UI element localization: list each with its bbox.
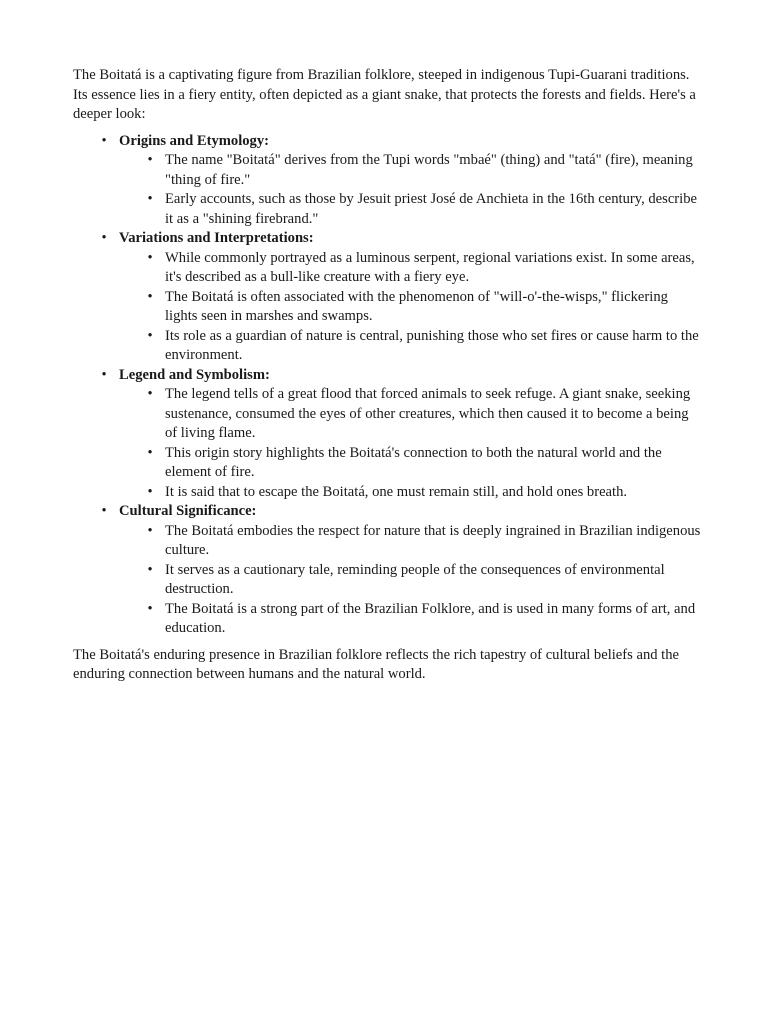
list-item-text: Early accounts, such as those by Jesuit priest José de Anchieta in the 16th century, describe it as a "shining firebrand." [165, 191, 697, 227]
section-cultural [73, 502, 701, 639]
section-variations [73, 229, 701, 366]
conclusion-paragraph: The Boitatá's enduring presence in Brazilian folklore reflects the rich tapestry of cultural beliefs and the enduring connection between humans and the natural world. [73, 646, 680, 682]
bullet-icon: • [147, 600, 153, 617]
list-item [119, 483, 701, 503]
bullet-icon: • [147, 386, 153, 402]
bullet-icon: • [147, 152, 153, 168]
section-heading: Legend and Symbolism: [119, 366, 270, 383]
section-heading: Origins and Etymology: [119, 132, 270, 149]
list-item-text: The legend tells of a great flood that forced animals to seek refuge. A giant snake, seeking sustenance, consumed the eyes of other creatures, which then caused it to become a being of living flame. [165, 386, 691, 441]
bullet-icon: • [147, 288, 153, 305]
list-item [119, 522, 701, 561]
bullet-icon: • [147, 191, 153, 207]
list-item-text: While commonly portrayed as a luminous serpent, regional variations exist. In some areas, it's described as a bull-like creature with a fiery eye. [165, 249, 695, 285]
list-item [119, 151, 701, 190]
list-item [119, 327, 701, 366]
bullet-icon: • [147, 327, 153, 344]
list-item-text: The name "Boitatá" derives from the Tupi words "mbaé" (thing) and "tatá" (fire), meaning "thing of fire." [165, 152, 693, 188]
list-item [119, 249, 701, 288]
section-items [119, 522, 701, 639]
bullet-icon: • [101, 366, 107, 383]
list-item [119, 444, 701, 483]
list-item-text: The Boitatá is often associated with the phenomenon of "will-o'-the-wisps," flickering lights seen in marshes and swamps. [165, 288, 668, 324]
list-item-text: This origin story highlights the Boitatá's connection to both the natural world and the element of fire. [165, 444, 662, 480]
bullet-icon: • [147, 249, 153, 266]
list-item [119, 561, 701, 600]
bullet-icon: • [147, 483, 153, 500]
section-legend [73, 366, 701, 503]
section-items [119, 249, 701, 366]
list-item [119, 288, 701, 327]
section-heading: Variations and Interpretations: [119, 230, 314, 246]
bullet-icon: • [101, 230, 107, 246]
bullet-icon: • [101, 503, 107, 519]
list-item-text: Its role as a guardian of nature is central, punishing those who set fires or cause harm to the environment. [165, 327, 699, 363]
document-page [73, 66, 701, 685]
list-item [119, 600, 701, 639]
list-item-text: The Boitatá is a strong part of the Brazilian Folklore, and is used in many forms of art, and education. [165, 600, 696, 636]
intro-paragraph: The Boitatá is a captivating figure from Brazilian folklore, steeped in indigenous Tupi-Guarani traditions. Its essence lies in a fiery entity, often depicted as a giant snake, that protects the forests and fields. Here's a deeper look: [73, 67, 696, 122]
bullet-icon: • [147, 522, 153, 539]
list-item-text: It serves as a cautionary tale, reminding people of the consequences of environmental destruction. [165, 561, 665, 597]
bullet-icon: • [101, 132, 107, 149]
bullet-icon: • [147, 444, 153, 461]
bullet-icon: • [147, 561, 153, 578]
section-items [119, 151, 701, 229]
list-item-text: It is said that to escape the Boitatá, one must remain still, and hold ones breath. [165, 483, 628, 500]
section-origins [73, 132, 701, 230]
section-heading: Cultural Significance: [119, 503, 257, 519]
section-list [73, 132, 701, 639]
list-item-text: The Boitatá embodies the respect for nature that is deeply ingrained in Brazilian indigenous culture. [165, 522, 701, 558]
list-item [119, 385, 701, 444]
section-items [119, 385, 701, 502]
list-item [119, 190, 701, 229]
